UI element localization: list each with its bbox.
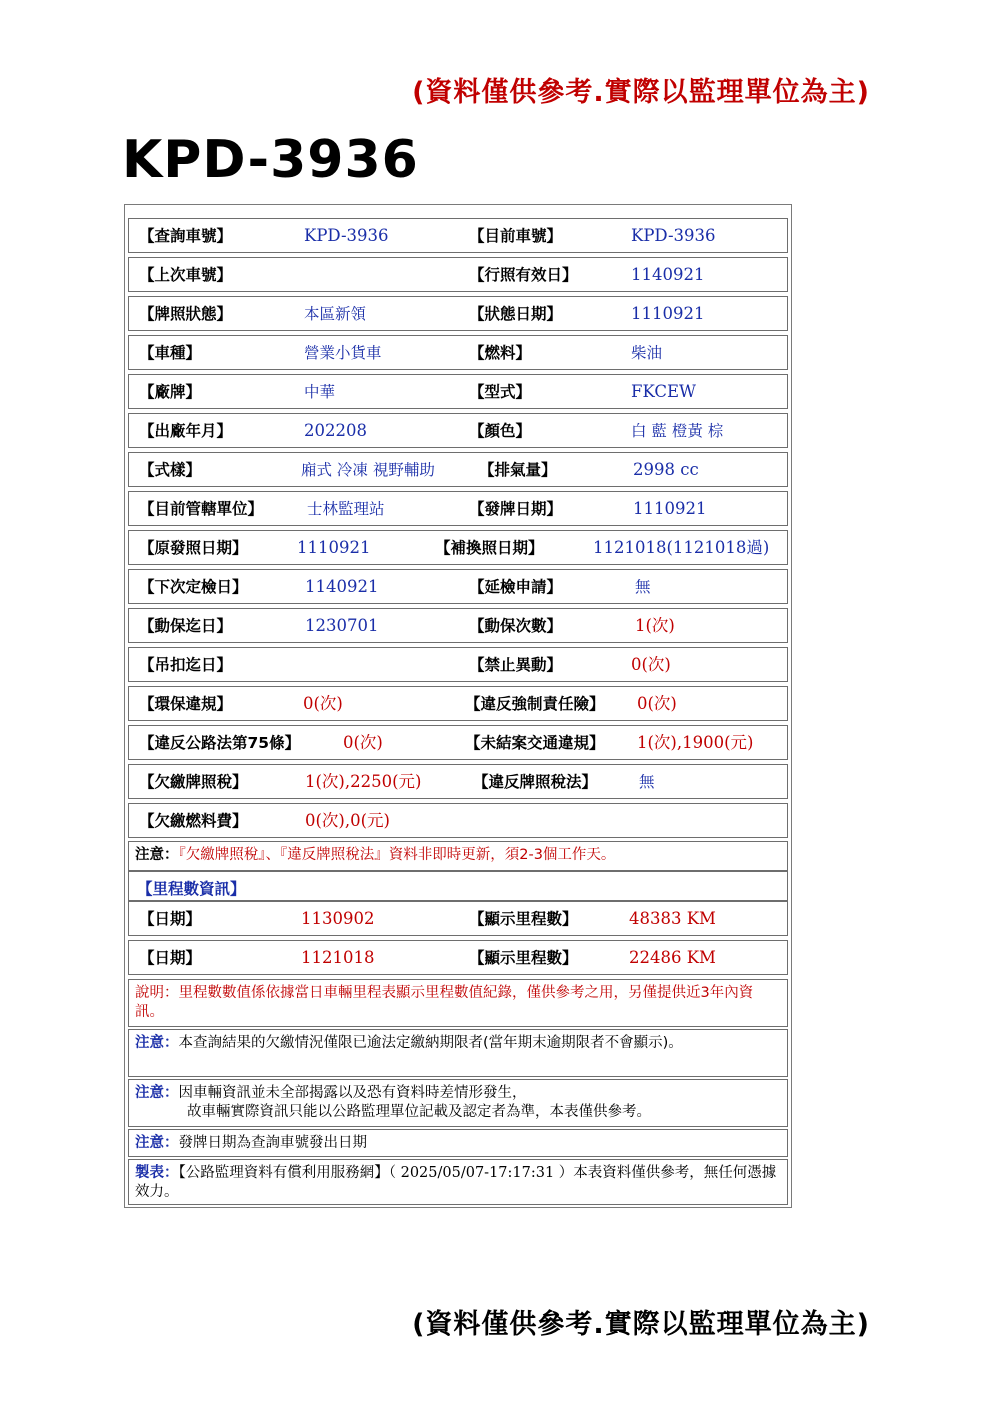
field-label: 【禁止異動】	[469, 656, 563, 674]
field-label: 【環保違規】	[139, 695, 233, 713]
mileage-value: 48383 KM	[629, 909, 716, 928]
plate-title: KPD-3936	[122, 130, 419, 190]
field-label: 【車種】	[139, 344, 202, 362]
field-row	[128, 257, 788, 292]
note-1-text: 本查詢結果的欠繳情況僅限已逾法定繳納期限者(當年期末逾期限者不會顯示)。	[178, 1035, 683, 1051]
field-value: 1(次),2250(元)	[305, 772, 422, 791]
field-label: 【行照有效日】	[469, 266, 578, 284]
field-label: 【查詢車號】	[139, 227, 233, 245]
note-3	[128, 1129, 788, 1157]
field-label: 【吊扣迄日】	[139, 656, 233, 674]
tax-note-text: 『欠繳牌照稅』、『違反牌照稅法』資料非即時更新，須2-3個工作天。	[178, 847, 616, 863]
mileage-explain	[128, 979, 788, 1027]
field-label: 【欠繳牌照稅】	[139, 773, 248, 791]
field-row	[128, 647, 788, 682]
note-1-label: 注意：	[135, 1035, 179, 1051]
field-row	[128, 803, 788, 838]
field-value: 1140921	[631, 265, 705, 284]
note-3-label: 注意：	[135, 1135, 179, 1151]
mileage-value: 1130902	[301, 909, 375, 928]
field-label: 【型式】	[469, 383, 532, 401]
field-value: KPD-3936	[304, 226, 389, 245]
disclaimer-bottom: (資料僅供參考.實際以監理單位為主)	[412, 1309, 870, 1340]
mileage-section-title: 【里程數資訊】	[128, 871, 788, 901]
mileage-label: 【顯示里程數】	[469, 949, 578, 967]
field-label: 【顏色】	[469, 422, 532, 440]
field-row	[128, 413, 788, 448]
field-value: 無	[635, 578, 651, 596]
note-3-text: 發牌日期為查詢車號發出日期	[178, 1135, 367, 1151]
field-label: 【違反公路法第75條】	[139, 734, 301, 752]
field-row	[128, 608, 788, 643]
field-value: 1(次)	[635, 616, 675, 635]
footer-note	[128, 1159, 788, 1205]
note-2-text: 因車輛資訊並未全部揭露以及恐有資料時差情形發生，	[178, 1085, 527, 1101]
field-label: 【動保次數】	[469, 617, 563, 635]
field-row	[128, 764, 788, 799]
field-value: 202208	[304, 421, 367, 440]
field-label: 【違反牌照稅法】	[473, 773, 598, 791]
field-value: 1110921	[297, 538, 371, 557]
field-label: 【延檢申請】	[469, 578, 563, 596]
field-row	[128, 686, 788, 721]
field-value: 1110921	[633, 499, 707, 518]
field-label: 【補換照日期】	[435, 539, 544, 557]
field-label: 【目前車號】	[469, 227, 563, 245]
mileage-explain-text: 說明：里程數數值係依據當日車輛里程表顯示里程數值紀錄，僅供參考之用，另僅提供近3年內資訊。	[135, 985, 754, 1020]
field-label: 【廠牌】	[139, 383, 202, 401]
mileage-label: 【日期】	[139, 949, 202, 967]
field-label: 【未結案交通違規】	[465, 734, 605, 752]
tax-note	[128, 841, 788, 871]
field-value: 廂式 冷凍 視野輔助	[301, 461, 435, 479]
mileage-row	[128, 940, 788, 975]
field-row	[128, 491, 788, 526]
field-label: 【目前管轄單位】	[139, 500, 264, 518]
field-label: 【下次定檢日】	[139, 578, 248, 596]
field-value: 2998 cc	[633, 460, 699, 479]
field-value: 白 藍 橙黃 棕	[631, 422, 724, 440]
field-row	[128, 296, 788, 331]
field-row	[128, 569, 788, 604]
field-label: 【動保迄日】	[139, 617, 233, 635]
field-label: 【排氣量】	[479, 461, 557, 479]
field-value: 1110921	[631, 304, 705, 323]
field-row	[128, 374, 788, 409]
field-value: 無	[639, 773, 655, 791]
field-value: 0(次)	[631, 655, 671, 674]
note-2	[128, 1079, 788, 1127]
vehicle-info-table	[124, 204, 792, 1208]
field-row	[128, 725, 788, 760]
field-value: 營業小貨車	[304, 344, 382, 362]
footer-text: 【公路監理資料有償利用服務網】（ 2025/05/07-17:17:31 ）本表資料僅供參考，無任何憑據效力。	[135, 1165, 777, 1200]
mileage-label: 【顯示里程數】	[469, 910, 578, 928]
note-2-label: 注意：	[135, 1085, 179, 1101]
field-label: 【發牌日期】	[469, 500, 563, 518]
field-label: 【燃料】	[469, 344, 532, 362]
field-row	[128, 452, 788, 487]
field-value: 1140921	[305, 577, 379, 596]
field-value: 柴油	[631, 344, 663, 362]
field-label: 【式樣】	[139, 461, 202, 479]
tax-note-label: 注意：	[135, 847, 179, 863]
field-value: 1230701	[305, 616, 379, 635]
field-label: 【違反強制責任險】	[465, 695, 605, 713]
field-row	[128, 335, 788, 370]
field-value: 0(次)	[303, 694, 343, 713]
field-value: 本區新領	[304, 305, 367, 323]
field-label: 【狀態日期】	[469, 305, 563, 323]
field-row	[128, 530, 788, 565]
field-value: 0(次),0(元)	[305, 811, 390, 830]
mileage-value: 1121018	[301, 948, 375, 967]
field-label: 【欠繳燃料費】	[139, 812, 248, 830]
field-value: 1121018(1121018過)	[593, 538, 770, 557]
field-value: 0(次)	[343, 733, 383, 752]
field-label: 【原發照日期】	[139, 539, 248, 557]
field-value: 1(次),1900(元)	[637, 733, 754, 752]
field-label: 【上次車號】	[139, 266, 233, 284]
field-row	[128, 218, 788, 253]
note-2-text2: 故車輛實際資訊只能以公路監理單位記載及認定者為準，本表僅供參考。	[187, 1104, 651, 1120]
footer-label: 製表：	[135, 1165, 179, 1181]
note-1	[128, 1029, 788, 1077]
field-value: 0(次)	[637, 694, 677, 713]
disclaimer-top: (資料僅供參考.實際以監理單位為主)	[412, 77, 870, 108]
field-value: 士林監理站	[307, 500, 385, 518]
mileage-value: 22486 KM	[629, 948, 716, 967]
field-label: 【出廠年月】	[139, 422, 233, 440]
mileage-label: 【日期】	[139, 910, 202, 928]
field-label: 【牌照狀態】	[139, 305, 233, 323]
field-value: 中華	[304, 383, 336, 401]
mileage-row	[128, 901, 788, 936]
field-value: FKCEW	[631, 382, 696, 401]
field-value: KPD-3936	[631, 226, 716, 245]
